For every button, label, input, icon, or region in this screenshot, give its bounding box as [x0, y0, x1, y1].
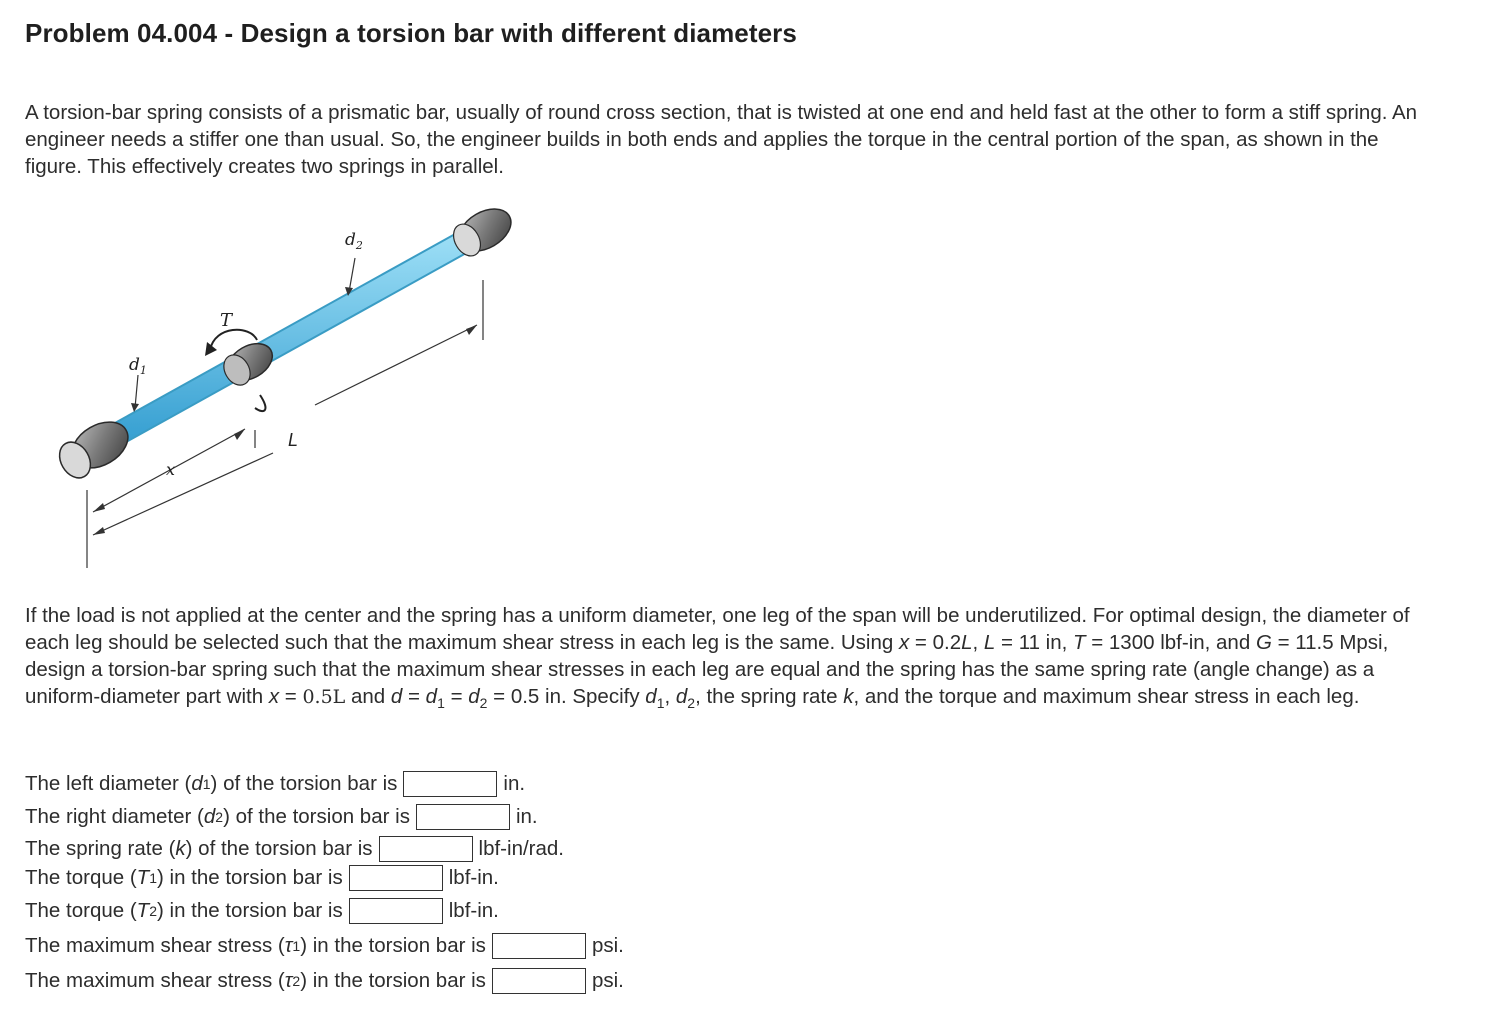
- unit-label: lbf-in/rad.: [478, 837, 564, 860]
- torsion-bar-figure: [45, 200, 525, 575]
- intro-paragraph: A torsion-bar spring consists of a prismatic bar, usually of round cross section, that is twisted at one end and held fast at the other to form a stiff spring. An engineer needs a stiffer one than usual. So, the engineer builds in both ends and applies the torque in the central portion of the span, as shown in the figure. This effectively creates two springs in parallel.: [25, 101, 1418, 178]
- answer-row-d1: The left diameter ( d 1 ) of the torsion bar is in.: [25, 769, 525, 799]
- label-T: T: [220, 310, 233, 331]
- dimension-arrows: [93, 325, 477, 535]
- answer-input-k[interactable]: [379, 836, 473, 862]
- answer-input-tau1[interactable]: [492, 933, 586, 959]
- unit-label: in.: [503, 772, 526, 795]
- page-title: Problem 04.004 - Design a torsion bar with different diameters: [25, 18, 797, 48]
- answer-row-k: The spring rate ( k ) of the torsion bar is lbf-in/rad.: [25, 834, 564, 864]
- answer-row-T1: The torque ( T 1 ) in the torsion bar is lbf-in.: [25, 863, 499, 893]
- unit-label: lbf-in.: [448, 866, 499, 889]
- answer-input-tau2[interactable]: [492, 968, 586, 994]
- answer-row-tau2: The maximum shear stress ( τ 2 ) in the torsion bar is psi.: [25, 966, 624, 996]
- unit-label: lbf-in.: [448, 899, 499, 922]
- label-x: x: [166, 460, 176, 479]
- unit-label: in.: [515, 805, 538, 828]
- load-paragraph: If the load is not applied at the center and the spring has a uniform diameter, one leg of the span will be underutilized. For optimal design, the diameter of each leg should be selected such that the maximum shear stress in each leg is the same. Using x = 0.2L, L = 11 in, T = 1300 lbf-in, and G = 11.5 Mpsi, design a torsion-bar spring such that the maximum shear stresses in each leg are equal and the spring has the same spring rate (angle change) as a uniform-diameter part with x = 0.5L and $d = d_1 = d_2 = 0.5$ in. Specify $d_1$, $d_2$, the spring rate k, and the torque and maximum shear stress in each leg.: [25, 604, 1410, 712]
- unit-label: psi.: [591, 969, 624, 992]
- answer-row-T2: The torque ( T 2 ) in the torsion bar is lbf-in.: [25, 896, 499, 926]
- answer-input-d1[interactable]: [403, 771, 497, 797]
- label-d1: $d_1$: [129, 355, 147, 377]
- label-L: L: [288, 430, 299, 450]
- answer-input-d2[interactable]: [416, 804, 510, 830]
- answer-input-T2[interactable]: [349, 898, 443, 924]
- answer-row-d2: The right diameter ( d 2 ) of the torsion bar is in.: [25, 802, 538, 832]
- answer-input-T1[interactable]: [349, 865, 443, 891]
- answer-row-tau1: The maximum shear stress ( τ 1 ) in the torsion bar is psi.: [25, 931, 624, 961]
- torsion-bar-shaft: [80, 230, 485, 455]
- label-d2: $d_2$: [345, 230, 363, 252]
- unit-label: psi.: [591, 934, 624, 957]
